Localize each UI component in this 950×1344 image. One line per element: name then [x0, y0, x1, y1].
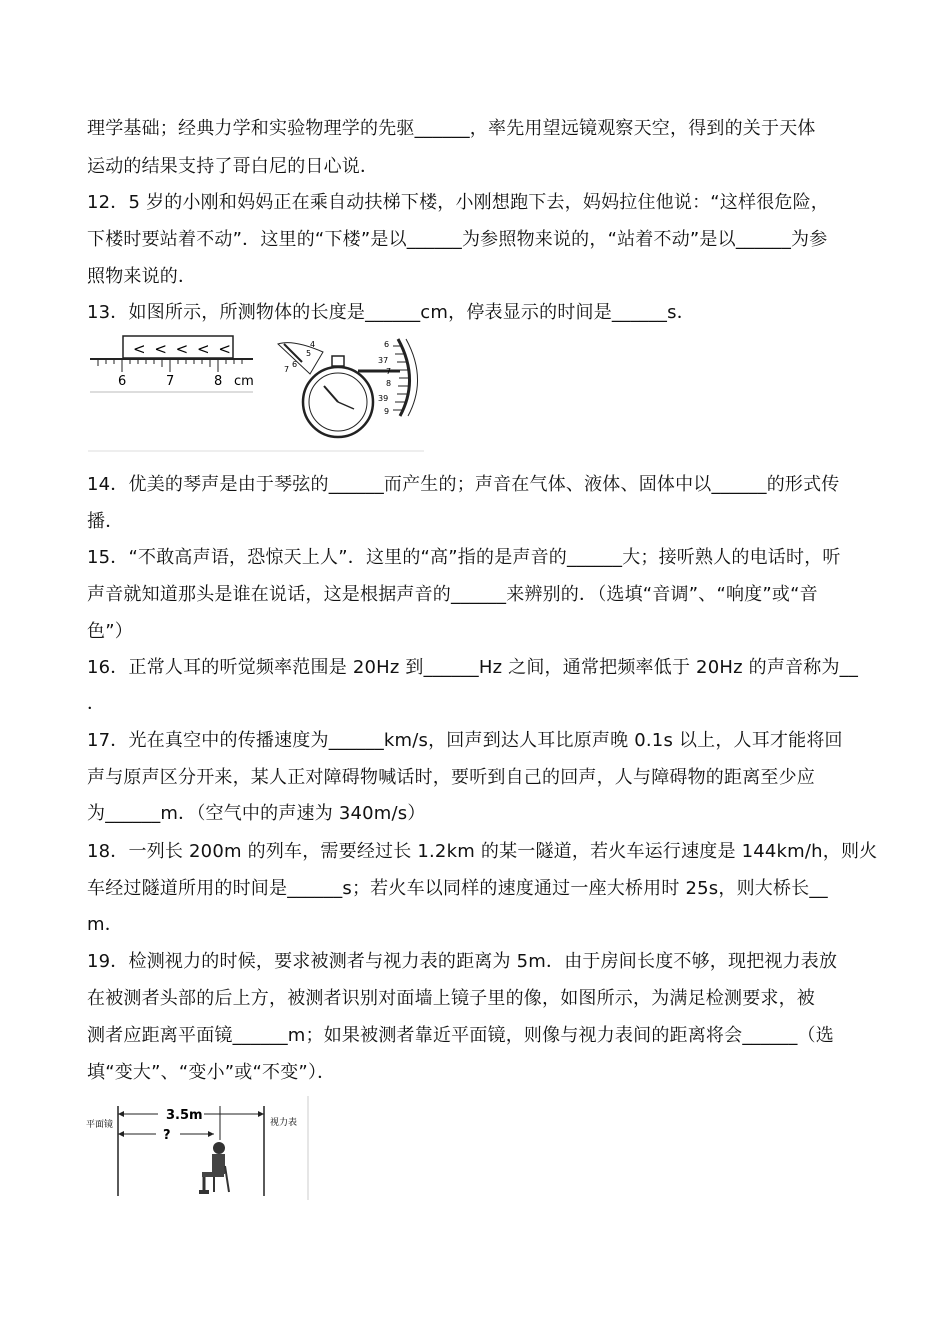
outer-label: 9 [384, 407, 390, 416]
ruler-tick-8: 8 [214, 374, 223, 389]
question-15: 15．“不敢高声语，恐惊天上人”．这里的“高”指的是声音的______大；接听熟人的电话时，听 [87, 547, 841, 568]
question-19: 19．检测视力的时候，要求被测者与视力表的距离为 5m．由于房间长度不够，现把视力表放 [87, 951, 838, 972]
eye-chart-label: 视力表 [270, 1118, 298, 1128]
outer-label: 37 [378, 356, 389, 365]
text-line: 下楼时要站着不动”．这里的“下楼”是以______为参照物来说的，“站着不动”是以______为参 [87, 229, 828, 250]
text-line: 在被测者头部的后上方，被测者识别对面墙上镜子里的像，如图所示，为满足检测要求，被 [87, 988, 815, 1009]
text-line: ． [87, 693, 106, 714]
outer-label: 7 [386, 367, 392, 376]
text-line: 填“变大”、“变小”或“不变”）． [87, 1062, 336, 1083]
text-line: 车经过隧道所用的时间是______s；若火车以同样的速度通过一座大桥用时 25s，则大桥长__ [87, 878, 828, 899]
question-18: 18．一列长 200m 的列车，需要经过长 1.2km 的某一隧道，若火车运行速度是 144km/h，则火 [87, 841, 878, 862]
stopwatch [278, 339, 418, 437]
unknown-distance-label: ? [163, 1128, 171, 1143]
text-line: 照物来说的． [87, 266, 197, 287]
text-line: 播． [87, 511, 124, 532]
text-line: 色”） [87, 621, 133, 642]
question-12: 12．5 岁的小刚和妈妈正在乘自动扶梯下楼，小刚想跑下去，妈妈拉住他说：“这样很危险， [87, 192, 829, 213]
inner-label: 6 [292, 360, 298, 369]
text-line: 运动的结果支持了哥白尼的日心说． [87, 156, 379, 177]
inner-label: 5 [306, 349, 312, 358]
text-line: 理学基础；经典力学和实验物理学的先驱______，率先用望远镜观察天空，得到的关于天体 [87, 118, 816, 139]
inner-label: 7 [284, 365, 290, 374]
question-17: 17．光在真空中的传播速度为______km/s，回声到达人耳比原声晚 0.1s 以上，人耳才能将回 [87, 730, 843, 751]
object-marks: < < < < < [133, 340, 233, 358]
ruler-tick-7: 7 [166, 374, 175, 389]
outer-label: 6 [384, 340, 390, 349]
text-line: 为______m．（空气中的声速为 340m/s） [87, 803, 426, 824]
outer-label: 39 [378, 394, 389, 403]
mirror-label: 平面镜 [86, 1120, 114, 1130]
person-icon [199, 1142, 229, 1194]
question-16: 16．正常人耳的听觉频率范围是 20Hz 到______Hz 之间，通常把频率低于 20Hz 的声音称为__ [87, 657, 859, 678]
stopwatch-crown [332, 356, 344, 366]
ruler-unit: cm [234, 374, 254, 389]
text-line: 声与原声区分开来，某人正对障碍物喊话时，要听到自己的回声，人与障碍物的距离至少应 [87, 767, 815, 788]
inner-label: 4 [310, 340, 316, 349]
question-13: 13．如图所示，所测物体的长度是______cm，停表显示的时间是______s． [87, 302, 695, 323]
text-line: m． [87, 914, 123, 935]
eye-test-figure [86, 1096, 310, 1200]
ruler [90, 336, 254, 392]
distance-label: 3.5m [166, 1108, 203, 1123]
question-14: 14．优美的琴声是由于琴弦的______而产生的；声音在气体、液体、固体中以______的形式传 [87, 474, 840, 495]
ruler-tick-6: 6 [118, 374, 127, 389]
ruler-stopwatch-figure [88, 334, 428, 452]
text-line: 测者应距离平面镜______m；如果被测者靠近平面镜，则像与视力表间的距离将会______（选 [87, 1025, 834, 1046]
outer-label: 8 [386, 379, 392, 388]
text-line: 声音就知道那头是谁在说话，这是根据声音的______来辨别的．（选填“音调”、“响度”或“音 [87, 584, 818, 605]
